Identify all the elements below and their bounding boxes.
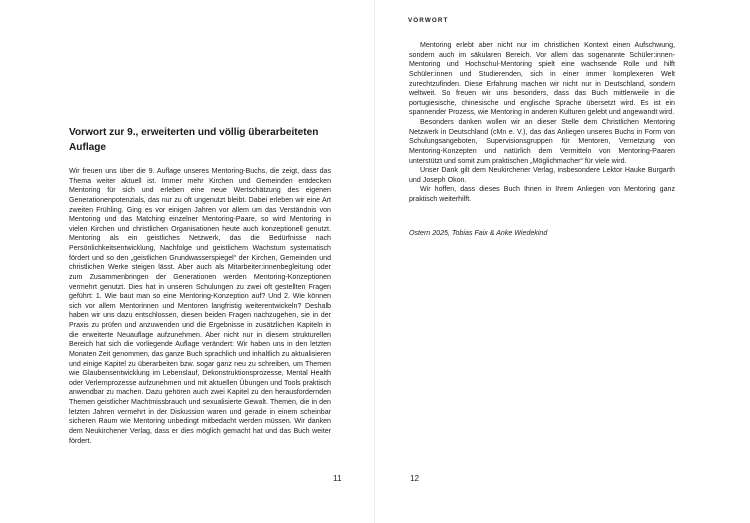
left-paragraph: Wir freuen uns über die 9. Auflage unseres Mentoring-Buchs, die zeigt, dass das Thema weiter aktuell ist. Immer mehr Kirchen und Gemeinden entdecken Mentoring für sich und erleben eine neue Wertschätzung des eigenen Generationenpotenzials, das nur zu oft ungenutzt bleibt. Dabei erleben wir eine Art zweiten Frühling. Ging es vor einigen Jahren vor allem um das Verständnis von Mentoring und das Matching einzelner Mentoring-Paare, so wird Mentoring in vielen Kirchen und christlichen Organisationen heute auch konzeptionell genutzt. Mentoring als ein geistliches Netzwerk, das die Bedürfnisse nach Persönlichkeitsentwicklung, Nachfolge und geistlichem Wachstum systematisch fördert und so den „geistlichen Grundwasserspiegel“ der Kirchen, Gemeinden und christlichen Werke steigen lässt. Aber auch als Mitarbeiter:innenbegleitung oder zum Zusammenbringen der Generationen werden Mentoring-Konzeptionen vermehrt genutzt. Dies hat in unseren Schulungen zu zwei oft gestellten Fragen geführt: 1. Wie baut man so eine Mentoring-Konzeption auf? Und 2. Wie können sich vor allem Mentorinnen und Mentoren langfristig weiterentwickeln? Deshalb haben wir uns dazu entschlossen, diesen beiden Fragen nachzugehen, sie in der Praxis zu prüfen und anzuwenden und die Ergebnisse in zusätzlichen Kapiteln in die erweiterte Neuauflage aufzunehmen. Aber nicht nur in diesem strukturellen Bereich hat sich die vorliegende Auflage verändert: Wir haben uns in den letzten Monaten Zeit genommen, das ganze Buch sprachlich und inhaltlich zu aktualisieren und einige Kapitel zu überarbeiten bzw. sogar ganz neu zu schreiben, um Themen wie Glaubensentwicklung im Lebenslauf, Dekonstruktionsprozesse, Mental Health oder Verlernprozesse aufzunehmen und mit aktuellen Übungen und Tools praktisch anwendbar zu machen. Dazu gehören auch zwei Kapitel zu den herausfordernden Themen geistlicher Machtmissbrauch und sexualisierte Gewalt. Themen, die in den letzten Jahren vermehrt in der Diskussion waren und gerade in einem scheinbar sicheren Raum wie Mentoring unbedingt mitbedacht werden müssen. Wir danken dem Neukirchener Verlag, dass er dies möglich gemacht hat und das Buch weiter fördert. (69, 167, 331, 445)
chapter-title (69, 126, 339, 155)
signature: Ostern 2025, Tobias Faix & Anke Wiedekind (409, 229, 548, 237)
book-gutter (374, 0, 375, 523)
right-paragraph-1: Mentoring erlebt aber nicht nur im christlichen Kontext einen Aufschwung, sondern auch im säkularen Bereich. Vor allem das sogenannte Schüler:innen-Mentoring und Hochschul-Mentoring spielt eine wachsende Rolle und hilft Schüler:innen und Studierenden, sich in einer immer komplexeren Welt zurechtzufinden. Diese Erfahrung machen wir nicht nur in Deutschland, sondern weltweit. So freuen wir uns besonders, dass das Buch mittlerweile in die portugiesische, chinesische und englische Sprache übersetzt wird. Es ist ein spannender Prozess, wie Mentoring in anderen Kulturen gelebt und angewandt wird. (409, 41, 675, 117)
right-body-text (409, 41, 675, 205)
page-number-right: 12 (410, 474, 420, 483)
page-number-left: 11 (333, 474, 342, 483)
right-paragraph-2: Besonders danken wollen wir an dieser Stelle dem Christlichen Mentoring Netzwerk in Deutschland (cMn e. V.), das das Anliegen unseres Buchs in Form von Schulungsangeboten, Supervisionsgruppen für Mentoren, Vernetzung von Mentoring-Konzepten und natürlich dem Vermitteln von Mentoring-Paaren unterstützt und somit zum praktischen „Möglichmacher“ für viele wird. (409, 118, 675, 165)
right-paragraph-4: Wir hoffen, dass dieses Buch Ihnen in Ihrem Anliegen von Mentoring ganz praktisch weiterhilft. (409, 185, 675, 203)
left-body-text (69, 167, 331, 446)
chapter-title-line-1: Vorwort zur 9., erweiterten und völlig überarbeiteten (69, 127, 319, 138)
chapter-title-line-2: Auflage (69, 141, 107, 153)
right-paragraph-3: Unser Dank gilt dem Neukirchener Verlag, insbesondere Lektor Hauke Burgarth und Joseph Okon. (409, 166, 675, 184)
running-head: VORWORT (408, 17, 449, 24)
